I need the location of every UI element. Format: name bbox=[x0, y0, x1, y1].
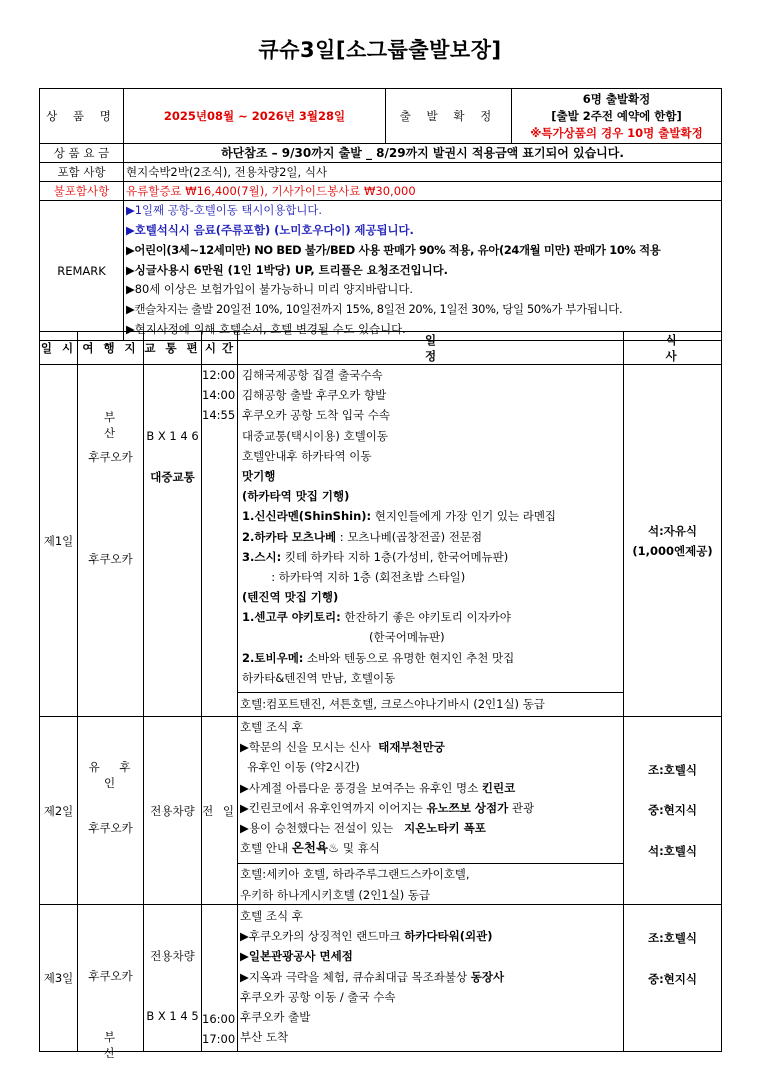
itinerary-line: (하카타역 맛집 기행) bbox=[242, 489, 350, 504]
itinerary-line bbox=[240, 737, 623, 757]
restaurant-name: 1.신신라멘(ShinShin): bbox=[242, 509, 372, 524]
place: 후쿠오카 bbox=[88, 969, 133, 983]
header-itinerary: 일 정 bbox=[238, 332, 624, 365]
product-period: 2025년08월 ~ 2026년 3월28일 bbox=[124, 89, 386, 144]
meal-lunch: 중:현지식 bbox=[647, 971, 698, 986]
meal-breakfast: 조:호텔식 bbox=[647, 931, 698, 945]
itinerary-line: 호텔 조식 후 bbox=[240, 720, 303, 734]
remark-item: ▶어린이(3세~12세미만) NO BED 불가/BED 사용 판매가 90% 적용, 유아(24개월 미만) 판매가 10% 적용 bbox=[126, 242, 661, 257]
itinerary-text: ▶용이 승천했다는 전설이 있는 bbox=[240, 820, 394, 835]
day-1-meals bbox=[624, 365, 722, 717]
itinerary-line: 김해국제공항 집결 출국수속 bbox=[242, 368, 383, 382]
meal-dinner: 석:호텔식 bbox=[647, 843, 698, 858]
time: 14:55 bbox=[202, 408, 236, 423]
remark-item: ▶1일째 공항-호텔이동 택시이용합니다. bbox=[126, 203, 323, 218]
confirm-line-2: [출발 2주전 예약에 한함] bbox=[551, 108, 682, 123]
itinerary-text: ▶후쿠오카의 상징적인 랜드마크 bbox=[240, 929, 401, 944]
day-2-row bbox=[40, 717, 722, 905]
time: 12:00 bbox=[202, 368, 236, 382]
exclude-text: 유류할증료 ₩16,400(7월), 기사가이드봉사료 ₩30,000 bbox=[124, 182, 722, 201]
restaurant-desc: 킷테 하카타 지하 1층(가성비, 한국어메뉴판) bbox=[281, 549, 509, 564]
restaurant-name: 1.센고쿠 야키토리: bbox=[242, 610, 341, 625]
time: 14:00 bbox=[202, 388, 236, 403]
place: 후쿠오카 bbox=[88, 450, 133, 464]
restaurant-name: 3.스시: bbox=[242, 549, 282, 564]
product-info-table bbox=[39, 88, 722, 341]
itinerary-text: 호텔 안내 bbox=[240, 841, 289, 856]
meal-dinner: 석:자유식 bbox=[647, 523, 698, 538]
fee-text: 하단참조 – 9/30까지 출발 _ 8/29까지 발권시 적용금액 표기되어 있습니다. bbox=[124, 144, 722, 163]
day-2-itinerary bbox=[238, 717, 624, 905]
schedule-header bbox=[40, 332, 722, 365]
confirm-line-3: ※특가상품의 경우 10명 출발확정 bbox=[530, 125, 703, 140]
attraction-name: 동장사 bbox=[470, 969, 505, 984]
itinerary-line: 김해공항 출발 후쿠오카 향발 bbox=[242, 388, 387, 403]
itinerary-line bbox=[242, 547, 623, 567]
restaurant-desc: 소바와 텐동으로 유명한 현지인 추천 맛집 bbox=[303, 650, 515, 665]
day-1-hotel: 호텔:컴포트텐진, 셔튼호텔, 크로스야나기바시 (2인1실) 동급 bbox=[238, 692, 623, 717]
itinerary-line bbox=[240, 926, 623, 946]
itinerary-line: 유후인 이동 (약2시간) bbox=[240, 760, 360, 775]
day-1-transport bbox=[144, 365, 202, 717]
itinerary-text: 관광 bbox=[508, 800, 535, 815]
place: 유 후 인 bbox=[88, 760, 139, 790]
itinerary-line: 부산 도착 bbox=[240, 1030, 289, 1045]
itinerary-line bbox=[242, 648, 623, 668]
itinerary-text: ▶사계절 아름다운 풍경을 보여주는 유후인 명소 bbox=[240, 780, 479, 795]
itinerary-line: : 하카타역 지하 1층 (회전초밥 스타일) bbox=[242, 569, 466, 584]
itinerary-text: 및 휴식 bbox=[339, 841, 380, 856]
attraction-name: 유노쯔보 상점가 bbox=[426, 800, 509, 815]
day-2-label: 제2일 bbox=[40, 717, 78, 905]
confirm-line-1: 6명 출발확정 bbox=[582, 91, 651, 106]
itinerary-line bbox=[242, 506, 623, 526]
itinerary-line: 후쿠오카 공항 이동 / 출국 수속 bbox=[240, 989, 396, 1004]
itinerary-text: ▶학문의 신을 모시는 신사 bbox=[240, 740, 371, 755]
itinerary-text: ▶지옥과 극락을 체험, 큐슈최대급 목조좌불상 bbox=[240, 969, 468, 984]
attraction-name: 킨린코 bbox=[481, 780, 516, 795]
place: 부 산 bbox=[103, 410, 130, 440]
fee-label: 상 품 요 금 bbox=[40, 144, 124, 163]
departure-confirm-label: 출 발 확 정 bbox=[386, 89, 512, 144]
itinerary-text: ▶킨린코에서 유후인역까지 이어지는 bbox=[240, 800, 423, 815]
day-3-transport bbox=[144, 905, 202, 1052]
day-1-itinerary bbox=[238, 365, 624, 717]
transport-type: 전용차량 bbox=[150, 949, 195, 963]
itinerary-line bbox=[240, 967, 623, 987]
place: 후쿠오카 bbox=[88, 552, 133, 566]
header-meal: 식 사 bbox=[624, 332, 722, 365]
itinerary-line bbox=[240, 778, 623, 798]
remark-item: ▶현지사정에 의해 호텔순서, 호텔 변경될 수도 있습니다. bbox=[126, 321, 406, 336]
itinerary-line: 호텔안내후 하카타역 이동 bbox=[242, 448, 372, 463]
itinerary-line: 맛기행 bbox=[242, 468, 276, 483]
restaurant-desc: 현지인들에게 가장 인기 있는 라멘집 bbox=[371, 509, 557, 524]
remark-label: REMARK bbox=[40, 201, 124, 341]
place: 후쿠오카 bbox=[88, 821, 133, 835]
day-2-transport: 전용차량 bbox=[144, 717, 202, 905]
exclude-label: 불포함사항 bbox=[40, 182, 124, 201]
place: 부 산 bbox=[103, 1030, 130, 1060]
itinerary-line: 하카타&텐진역 만남, 호텔이동 bbox=[242, 670, 396, 685]
day-3-places bbox=[78, 905, 144, 1060]
itinerary-line: ▶일본관광공사 면세점 bbox=[240, 949, 353, 964]
hotel-line: 호텔:세키아 호텔, 하라주루그랜드스카이호텔, bbox=[240, 867, 470, 881]
day-2-time: 전 일 bbox=[202, 717, 238, 905]
header-time: 시 간 bbox=[202, 332, 238, 365]
departure-confirm-info bbox=[512, 89, 722, 144]
day-2-meals bbox=[624, 717, 722, 905]
day-3-row bbox=[40, 905, 722, 1052]
time: 17:00 bbox=[202, 1032, 236, 1046]
remark-list bbox=[124, 201, 722, 341]
itinerary-line: (텐진역 맛집 기행) bbox=[242, 590, 339, 605]
day-3-times bbox=[202, 905, 238, 1052]
day-3-itinerary bbox=[238, 905, 624, 1052]
remark-item: ▶캔슬차지는 출발 20일전 10%, 10일전까지 15%, 8일전 20%, 1일전 30%, 당일 50%가 부가됩니다. bbox=[126, 302, 623, 317]
day-1-times bbox=[202, 365, 238, 717]
flight-number: B X 1 4 6 bbox=[146, 429, 199, 443]
restaurant-desc: 한잔하기 좋은 야키토리 이자카야 bbox=[340, 610, 511, 625]
day-2-places bbox=[78, 717, 144, 905]
itinerary-line bbox=[242, 527, 623, 547]
itinerary-line bbox=[240, 798, 623, 818]
itinerary-line: 후쿠오카 공항 도착 입국 수속 bbox=[242, 408, 390, 423]
remark-item: ▶싱글사용시 6만원 (1인 1박당) UP, 트리플은 요청조건입니다. bbox=[126, 262, 448, 277]
restaurant-name: 2.하카타 모츠나베 bbox=[242, 529, 337, 544]
itinerary-line bbox=[240, 818, 623, 838]
restaurant-name: 2.토비우메: bbox=[242, 650, 304, 665]
day-1-row bbox=[40, 365, 722, 717]
onsen-label: 온천욕♨ bbox=[291, 840, 340, 856]
remark-item: ▶호텔석식시 음료(주류포함) (노미호우다이) 제공됩니다. bbox=[126, 223, 414, 237]
remark-item: ▶80세 이상은 보험가입이 불가능하니 미리 양지바랍니다. bbox=[126, 282, 414, 297]
attraction-name: 하카다타워(외관) bbox=[404, 929, 493, 944]
itinerary-line bbox=[242, 607, 623, 627]
restaurant-desc: : 모츠나베(곱창전골) 전문점 bbox=[336, 529, 483, 544]
meal-lunch: 중:현지식 bbox=[647, 803, 698, 818]
meal-breakfast: 조:호텔식 bbox=[647, 762, 698, 777]
header-place: 여 행 지 bbox=[78, 332, 144, 365]
itinerary-line: 호텔 조식 후 bbox=[240, 909, 303, 923]
hotel-line: 우키하 하나게시키호텔 (2인1실) 동급 bbox=[240, 887, 431, 902]
day-3-meals bbox=[624, 905, 722, 1052]
itinerary-line bbox=[240, 838, 623, 858]
product-name-label: 상 품 명 bbox=[40, 89, 124, 144]
itinerary-line: 후쿠오카 출발 bbox=[240, 1009, 311, 1024]
day-1-label: 제1일 bbox=[40, 365, 78, 717]
include-label: 포함 사항 bbox=[40, 163, 124, 182]
flight-number: B X 1 4 5 bbox=[146, 1009, 199, 1023]
day-2-hotel bbox=[238, 863, 623, 905]
page-title: 큐슈3일[소그룹출발보장] bbox=[258, 38, 502, 62]
time: 16:00 bbox=[202, 1012, 236, 1026]
day-3-label: 제3일 bbox=[40, 905, 78, 1052]
header-day: 일 시 bbox=[40, 332, 78, 365]
meal-dinner-note: (1,000엔제공) bbox=[632, 543, 713, 558]
include-text: 현지숙박2박(2조식), 전용차량2일, 식사 bbox=[124, 163, 722, 182]
attraction-name: 지온노타키 폭포 bbox=[404, 820, 486, 835]
schedule-table bbox=[39, 331, 722, 1060]
header-transport: 교 통 편 bbox=[144, 332, 202, 365]
itinerary-line: 대중교통(택시이용) 호텔이동 bbox=[242, 428, 388, 443]
transport-type: 대중교통 bbox=[150, 470, 195, 484]
itinerary-line: (한국어메뉴판) bbox=[369, 630, 445, 645]
day-1-places bbox=[78, 365, 144, 717]
attraction-name: 태재부천만궁 bbox=[378, 740, 445, 755]
